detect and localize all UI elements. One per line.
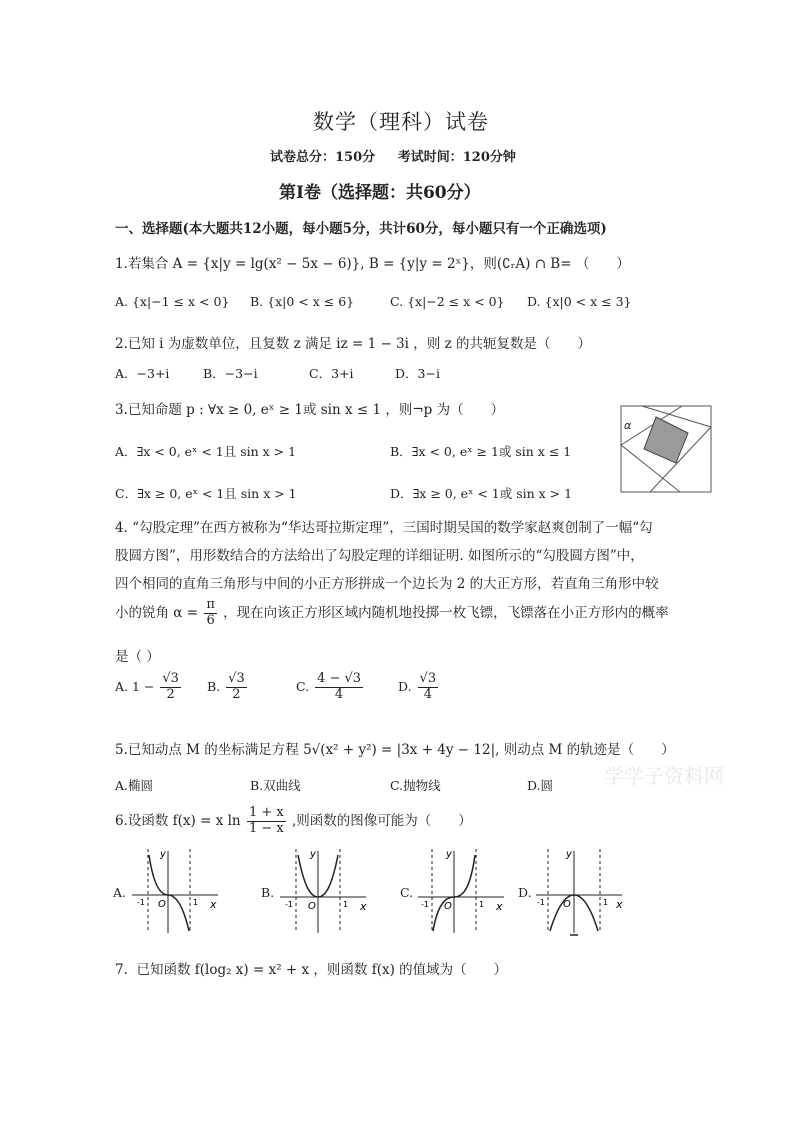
section-heading: 一、选择题(本大题共12小题，每小题5分，共计60分，每小题只有一个正确选项) — [115, 221, 607, 237]
q4-option-d-fraction — [418, 672, 439, 703]
q3-option-a: A．∃x < 0, eˣ < 1且 sin x > 1 — [115, 444, 297, 459]
question-4-line-2: 股圆方图”，用形数结合的方法给出了勾股定理的详细证明. 如图所示的“勾股圆方图”中， — [115, 548, 644, 564]
q4-option-d-label: D. — [398, 678, 412, 694]
q1-option-b: B. {x|0 < x ≤ 6} — [250, 294, 355, 309]
q4-option-d-num: √3 — [419, 671, 437, 686]
graph-c-tick-pos: 1 — [479, 900, 485, 909]
q4-option-c — [296, 672, 365, 703]
graph-c-y-label: y — [446, 849, 452, 860]
q6-fraction-num: 1 + x — [248, 805, 284, 820]
q2-option-a: A．−3+i — [115, 366, 170, 381]
q4-option-a-num: √3 — [162, 671, 179, 686]
question-4-line-4 — [115, 598, 669, 629]
question-5-stem: 5.已知动点 M 的坐标满足方程 5√(x² + y²) = |3x + 4y − 12|, 则动点 M 的轨迹是（ ） — [115, 742, 675, 758]
q4-option-d — [398, 672, 440, 703]
question-4-line-1: 4. “勾股定理”在西方被称为“华达哥拉斯定理”，三国时期吴国的数学家赵爽创制了一幅“勾 — [115, 520, 653, 536]
q1-option-a: A. {x|−1 ≤ x < 0} — [115, 294, 230, 309]
q6-graph-c — [414, 845, 510, 937]
q6-fraction-den: 1 − x — [248, 820, 284, 836]
question-3-stem: 3.已知命题 p : ∀x ≥ 0, eˣ ≥ 1或 sin x ≤ 1 ，则¬p 为（ ） — [115, 402, 505, 418]
volume-heading: 第Ⅰ卷（选择题：共60分） — [279, 183, 481, 203]
graph-c-origin: O — [444, 901, 452, 912]
graph-a-y-label: y — [160, 849, 166, 860]
question-7-stem: 7. 已知函数 f(log₂ x) = x² + x ，则函数 f(x) 的值域为（ ） — [115, 962, 508, 978]
gougu-square-figure — [620, 405, 712, 493]
q6-graph-b-label: B. — [261, 885, 275, 900]
q5-option-b: B.双曲线 — [250, 778, 301, 793]
q6-fraction — [247, 806, 286, 837]
q5-option-d: D.圆 — [527, 778, 554, 793]
question-4-line-5: 是（ ） — [115, 649, 160, 665]
q4-option-a-den: 2 — [166, 686, 175, 702]
q4-option-c-label: C. — [296, 678, 310, 694]
graph-a-tick-pos: 1 — [193, 898, 199, 907]
page-title: 数学（理科）试卷 — [313, 110, 489, 134]
graph-a-origin: O — [158, 899, 166, 910]
q6-graph-a — [128, 845, 224, 937]
q6-graph-d-label: D. — [518, 885, 532, 900]
q4-option-a-label: A. — [115, 678, 129, 694]
q4-option-b — [207, 672, 249, 703]
q6-graph-a-label: A. — [113, 885, 127, 900]
q4-option-b-fraction — [226, 672, 247, 703]
q4-option-c-den: 4 — [334, 686, 344, 702]
q3-option-d: D．∃x ≥ 0, eˣ < 1或 sin x > 1 — [390, 486, 573, 501]
q2-option-b: B．−3−i — [203, 366, 258, 381]
q4-option-a — [115, 672, 183, 703]
q3-option-b: B．∃x < 0, eˣ ≥ 1或 sin x ≤ 1 — [390, 444, 572, 459]
q1-option-c: C. {x|−2 ≤ x < 0} — [390, 294, 505, 309]
q4-option-a-fraction — [160, 672, 181, 703]
q6-graph-c-label: C. — [400, 885, 414, 900]
q3-option-c: C．∃x ≥ 0, eˣ < 1且 sin x > 1 — [115, 486, 297, 501]
graph-a-x-label: x — [210, 898, 217, 911]
graph-d-x-label: x — [616, 898, 623, 911]
q6-graph-b — [276, 845, 372, 937]
q4-option-b-num: √3 — [228, 671, 245, 686]
graph-b-x-label: x — [360, 900, 367, 913]
q2-option-c: C．3+i — [309, 366, 354, 381]
q4-option-c-fraction — [315, 672, 363, 703]
graph-c-x-label: x — [496, 900, 503, 913]
q4-line4-rest: ，现在向该正方形区域内随机地投掷一枚飞镖，飞镖落在小正方形内的概率 — [223, 604, 669, 621]
q6-stem-post: ,则函数的图像可能为（ ） — [292, 812, 472, 829]
q2-option-d: D．3−i — [395, 366, 440, 381]
graph-a-tick-neg: -1 — [137, 898, 145, 907]
graph-b-origin: O — [308, 901, 316, 912]
q4-option-b-label: B. — [207, 678, 221, 694]
inner-small-square — [644, 417, 688, 463]
q4-option-a-pre: 1 − — [132, 678, 155, 694]
question-4-line-3: 四个相同的直角三角形与中间的小正方形拼成一个边长为 2 的大正方形，若直角三角形中较 — [115, 576, 659, 592]
graph-b-y-label: y — [310, 849, 316, 860]
graph-b-tick-neg: -1 — [285, 900, 293, 909]
q4-alpha-denominator: 6 — [206, 612, 215, 628]
q4-alpha-fraction — [204, 598, 217, 629]
alpha-label: α — [624, 419, 632, 432]
question-1-stem: 1.若集合 A = {x|y = lg(x² − 5x − 6)}, B = {y|y = 2ˣ}，则(∁ᵣA) ∩ B= （ ） — [115, 256, 630, 272]
q6-stem-pre: 6.设函数 f(x) = x ln — [115, 812, 241, 829]
q4-alpha-numerator: π — [206, 597, 215, 612]
watermark: 学学子资料网 — [604, 764, 724, 788]
exam-info: 试卷总分：150分 考试时间：120分钟 — [270, 150, 516, 165]
q4-option-c-num: 4 − √3 — [317, 671, 362, 686]
graph-a-curve — [149, 855, 189, 931]
q1-option-d: D. {x|0 < x ≤ 3} — [527, 294, 632, 309]
graph-d-tick-neg: -1 — [537, 898, 545, 907]
question-2-stem: 2.已知 i 为虚数单位，且复数 z 满足 iz = 1 − 3i ，则 z 的共轭复数是（ ） — [115, 336, 591, 352]
graph-b-tick-pos: 1 — [343, 900, 349, 909]
graph-d-tick-pos: 1 — [603, 898, 609, 907]
q5-option-a: A.椭圆 — [115, 778, 154, 793]
q4-option-b-den: 2 — [232, 686, 241, 702]
graph-d-origin: O — [563, 899, 571, 910]
q4-alpha-text: 小的锐角 α = — [115, 604, 199, 621]
q6-graph-d — [532, 845, 628, 937]
graph-c-tick-neg: -1 — [421, 900, 429, 909]
graph-d-y-label: y — [566, 849, 572, 860]
question-6-stem — [115, 806, 472, 837]
q5-option-c: C.抛物线 — [390, 778, 441, 793]
q4-option-d-den: 4 — [423, 686, 432, 702]
